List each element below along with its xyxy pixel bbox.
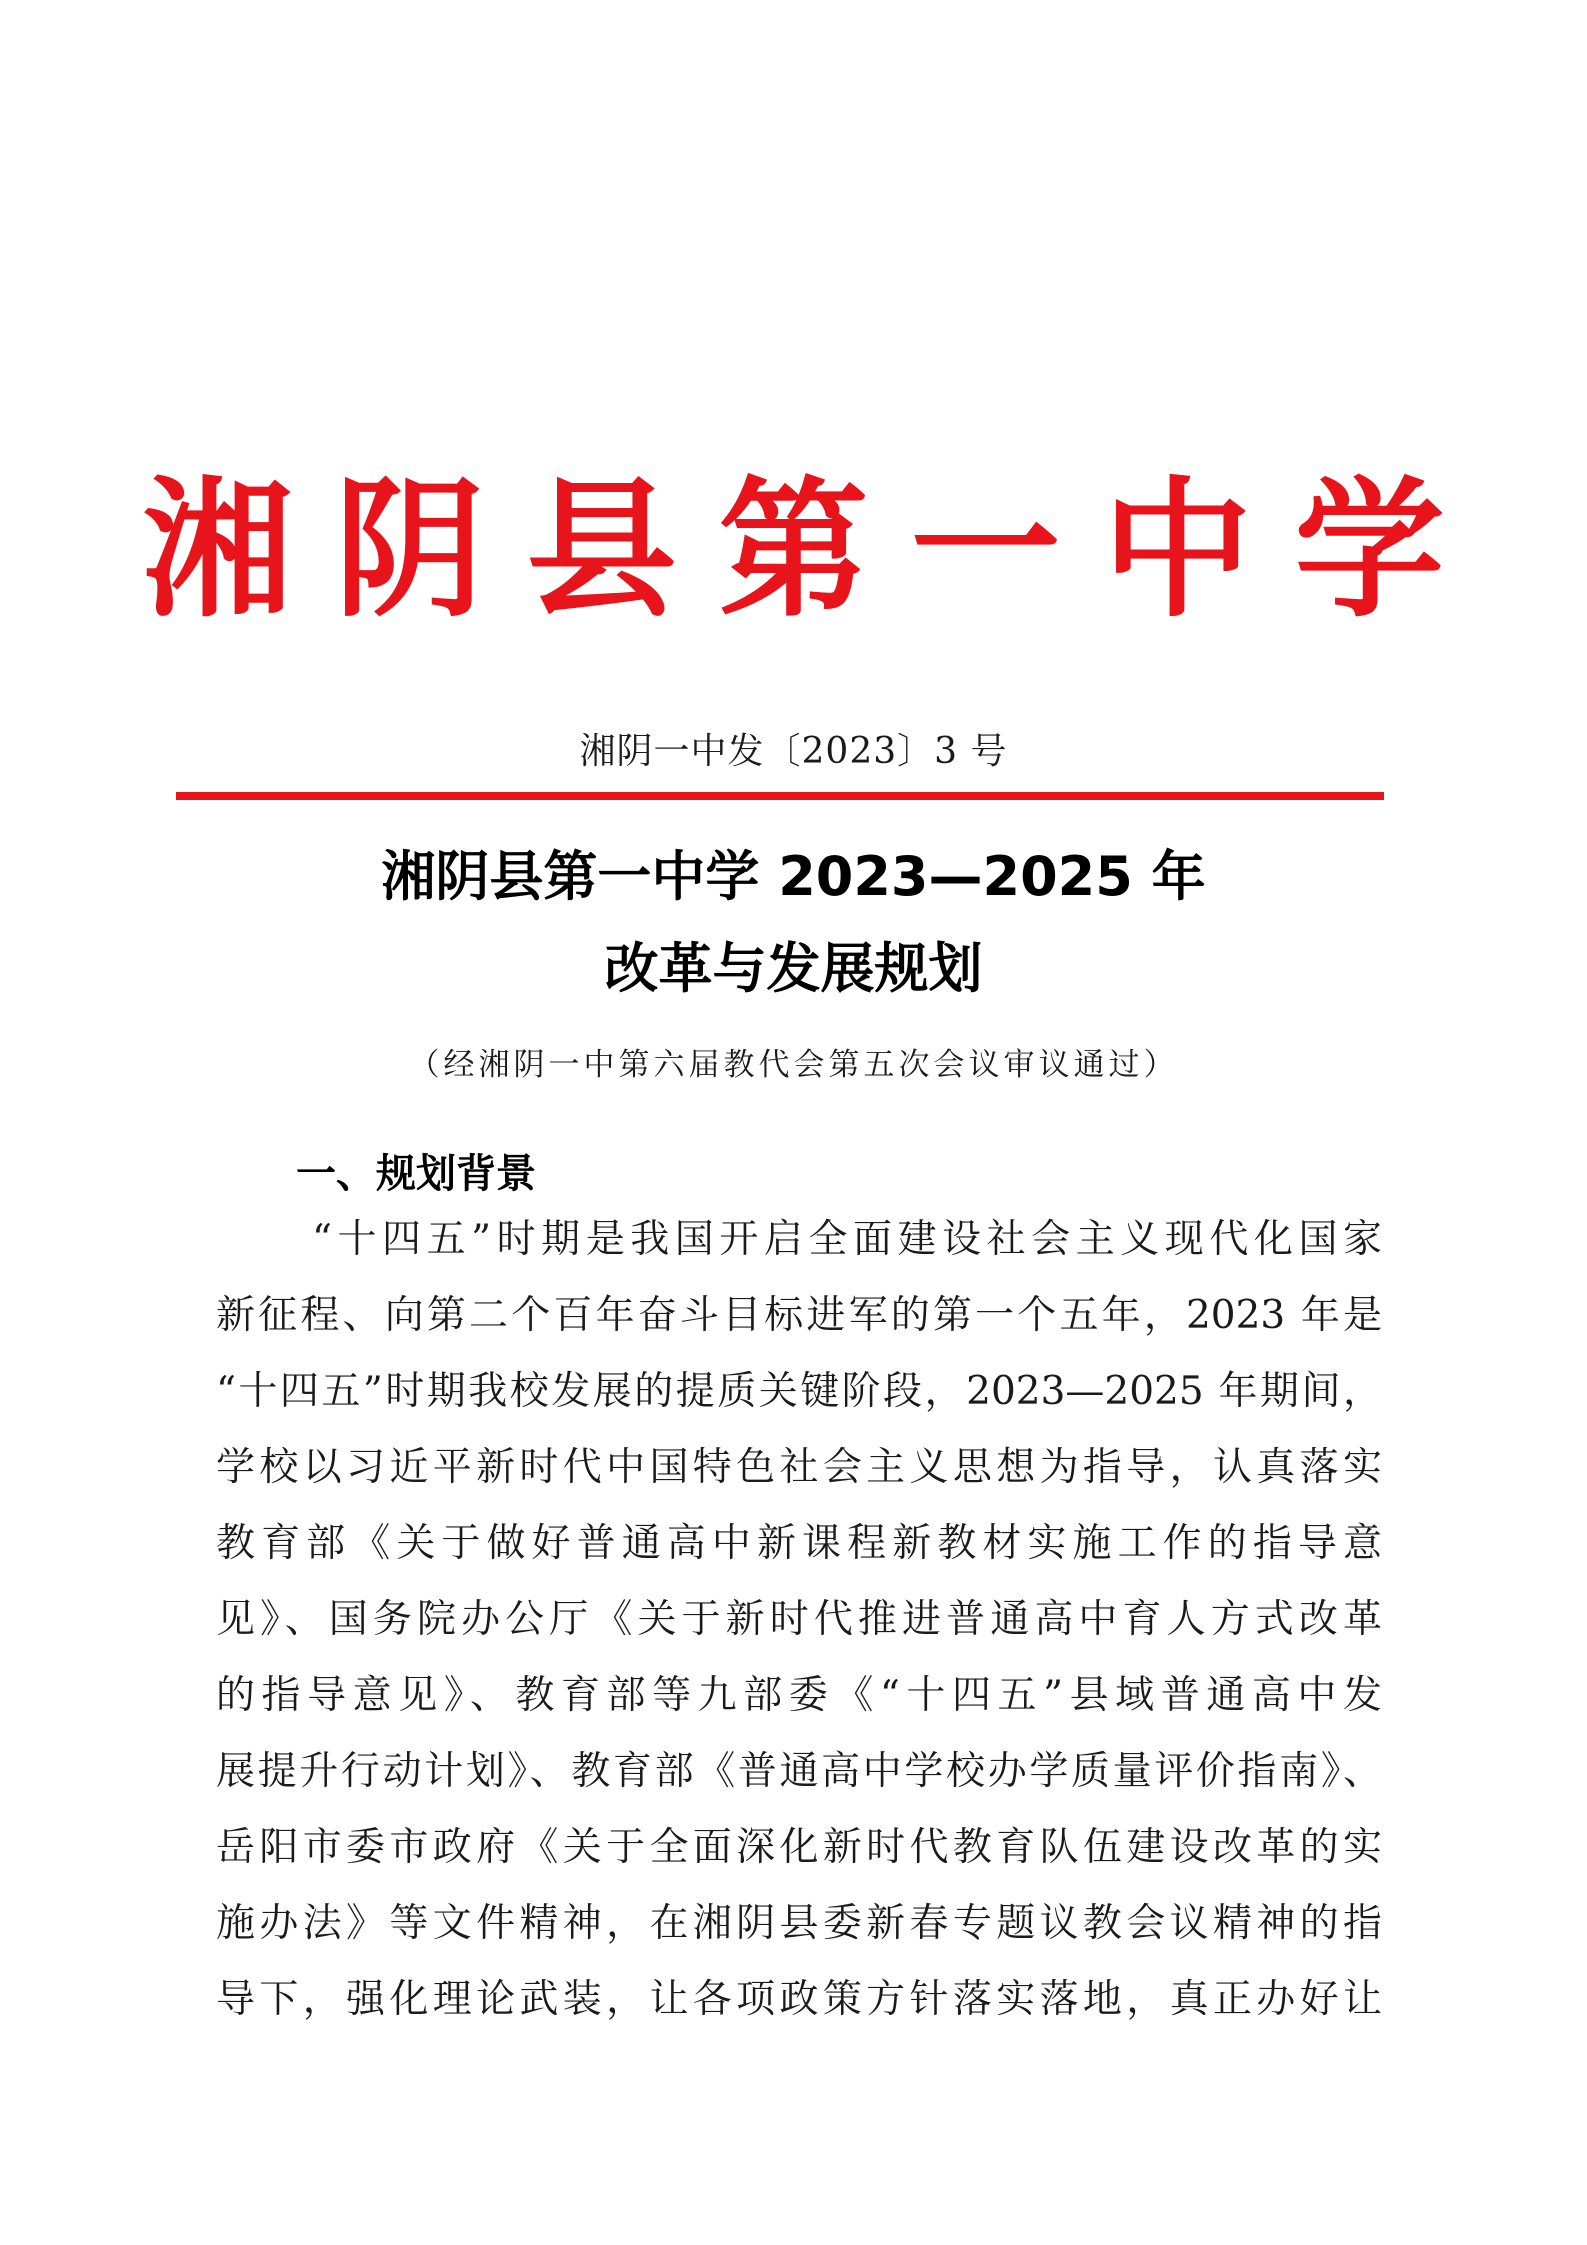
body-line: 导下，强化理论武装，让各项政策方针落实落地，真正办好让 [216,1977,1382,2022]
body-line: 展提升行动计划》、教育部《普通高中学校办学质量评价指南》、 [216,1749,1382,1794]
red-divider-line [176,792,1384,800]
school-name-header: 湘阴县第一中学 [142,462,1487,638]
body-line: 施办法》等文件精神，在湘阴县委新春专题议教会议精神的指 [216,1901,1382,1946]
document-title-line-2: 改革与发展规划 [604,937,983,1000]
body-line: 新征程、向第二个百年奋斗目标进军的第一个五年，2023 年是 [216,1293,1382,1338]
body-line: 岳阳市委市政府《关于全面深化新时代教育队伍建设改革的实 [216,1825,1382,1870]
approval-note: （经湘阴一中第六届教代会第五次会议审议通过） [408,1047,1179,1083]
body-line: “十四五”时期是我国开启全面建设社会主义现代化国家 [312,1217,1382,1262]
section-heading-background: 一、规划背景 [296,1151,536,1197]
body-line: 的指导意见》、教育部等九部委《“十四五”县域普通高中发 [216,1673,1382,1718]
body-line: 教育部《关于做好普通高中新课程新教材实施工作的指导意 [216,1521,1382,1566]
body-line: “十四五”时期我校发展的提质关键阶段，2023—2025 年期间， [216,1369,1382,1414]
body-line: 见》、国务院办公厅《关于新时代推进普通高中育人方式改革 [216,1597,1382,1642]
body-line: 学校以习近平新时代中国特色社会主义思想为指导，认真落实 [216,1445,1382,1490]
document-title-line-1: 湘阴县第一中学 2023—2025 年 [381,845,1206,908]
document-number: 湘阴一中发〔2023〕3 号 [579,731,1008,772]
